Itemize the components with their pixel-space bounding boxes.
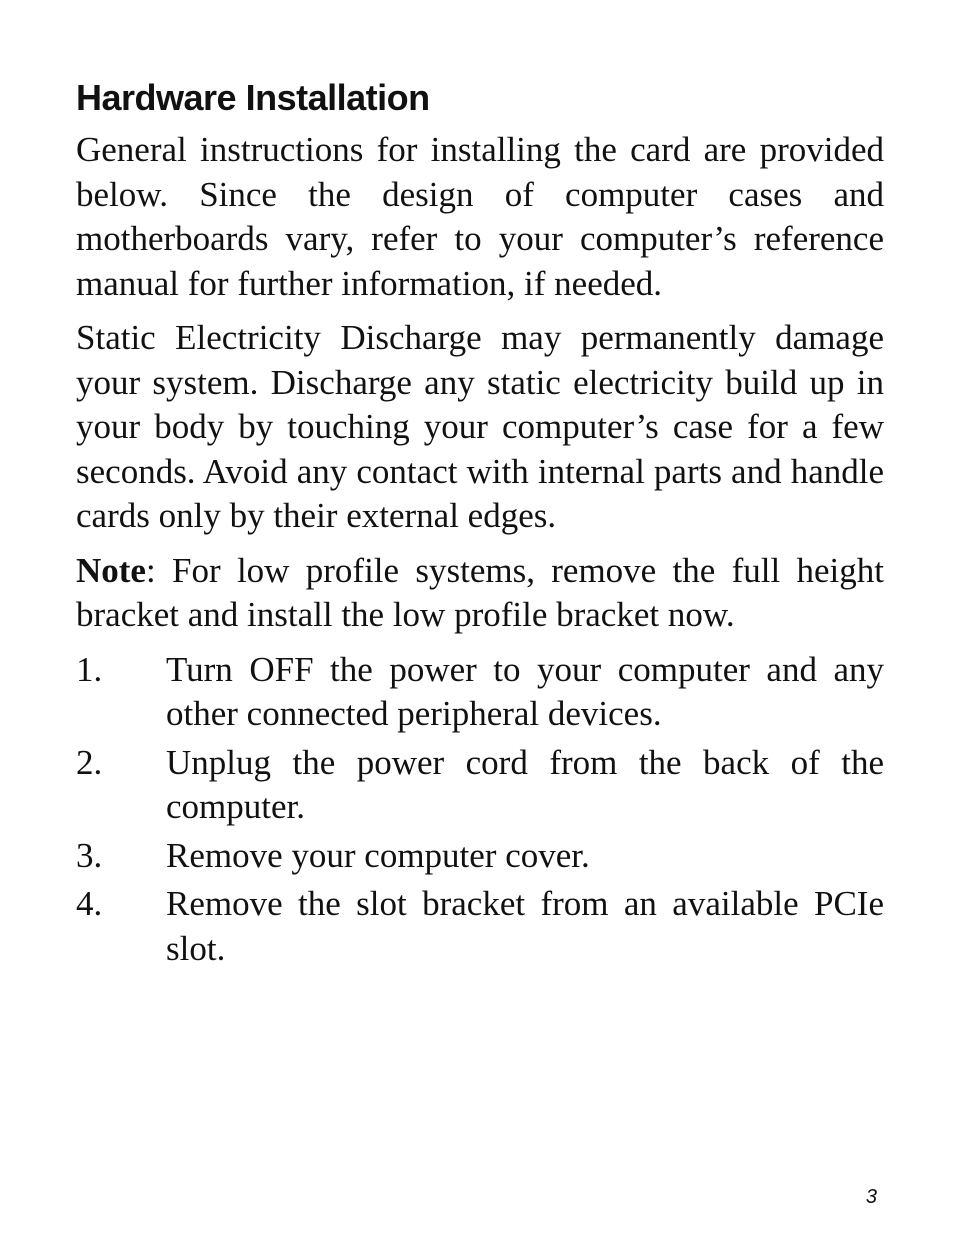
step-item — [76, 648, 884, 737]
step-number: 3. — [76, 835, 103, 875]
static-warning-paragraph: Static Electricity Discharge may permanently damage your system. Discharge any static electricity build up in your body by touching your computer’s case for a few seconds. Avoid any contact with internal parts and handle cards only by their external edges. — [76, 318, 884, 535]
section-heading: Hardware Installation — [76, 77, 430, 118]
step-text: Remove your computer cover. — [166, 835, 590, 875]
intro-paragraph: General instructions for installing the card are provided below. Since the design of computer cases and motherboards vary, refer to your computer’s reference manual for further information, if needed. — [76, 130, 884, 303]
page-number: 3 — [865, 1186, 877, 1208]
document-page — [76, 76, 884, 975]
note-separator: : — [145, 550, 173, 590]
step-item — [76, 882, 884, 971]
step-item — [76, 741, 884, 830]
step-text: Remove the slot bracket from an available PCIe slot. — [166, 884, 884, 968]
step-number: 4. — [76, 884, 103, 923]
note-paragraph — [76, 549, 884, 638]
note-label: Note — [76, 550, 146, 590]
step-text: Turn OFF the power to your computer and any other connected peripheral devices. — [166, 649, 884, 733]
step-number: 2. — [76, 742, 103, 782]
note-text: For low profile systems, remove the full height bracket and install the low profile bracket now. — [76, 550, 884, 634]
step-text: Unplug the power cord from the back of the computer. — [166, 742, 884, 826]
step-item — [76, 834, 884, 879]
step-number: 1. — [76, 649, 103, 689]
installation-steps — [76, 648, 884, 972]
